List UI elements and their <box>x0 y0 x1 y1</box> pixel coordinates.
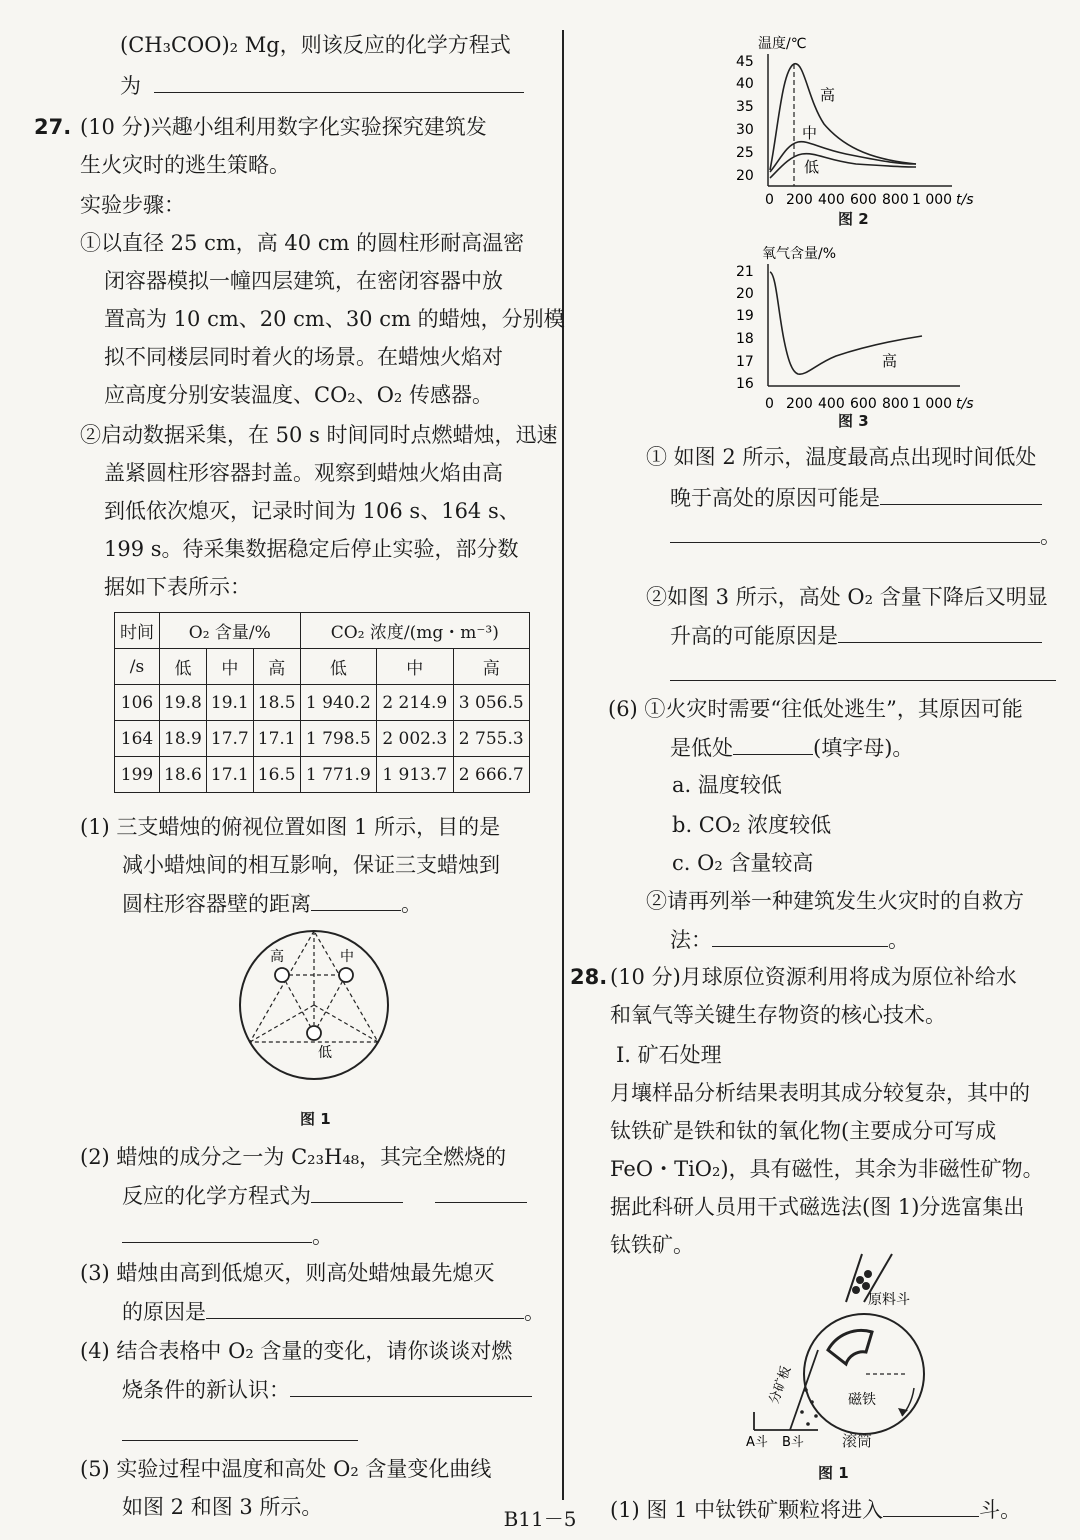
q27-p3-line1: (3) 蜡烛由高到低熄灭，则高处蜡烛最先熄灭 <box>80 1261 495 1285</box>
q27-p4-text: 烧条件的新认识： <box>122 1378 290 1402</box>
table-header-o2: O₂ 含量/% <box>160 613 301 649</box>
fig2-label-high: 高 <box>820 86 836 104</box>
table-header-unit: /s <box>115 649 160 685</box>
table-row <box>115 757 530 793</box>
temperature-chart <box>736 30 986 230</box>
fig3-label-high: 高 <box>882 352 898 370</box>
q28-para-line3: FeO・TiO₂)，具有磁性，其余为非磁性矿物。 <box>610 1157 1044 1181</box>
q28-para-line1: 月壤样品分析结果表明其成分较复杂，其中的 <box>610 1081 1030 1105</box>
table-cell: 1 913.7 <box>377 757 453 793</box>
particle-dot <box>814 1414 818 1418</box>
q27-p3-blank[interactable] <box>206 1296 524 1319</box>
table-cell: 2 755.3 <box>453 721 530 757</box>
q27-5-2-line2 <box>670 620 1042 651</box>
q27-5-1-blank-2[interactable] <box>670 520 1040 543</box>
table-header-time-text: 时间 <box>120 623 154 643</box>
q27-5-1-text: 晚于高处的原因可能是 <box>670 486 880 510</box>
q28-number: 28. <box>570 965 608 989</box>
fig3-ytick: 21 <box>736 264 754 280</box>
label-high: 高 <box>270 949 284 965</box>
q27-fig1-caption: 图 1 <box>300 1110 331 1128</box>
q27-6-end: (填字母)。 <box>813 736 914 760</box>
q27-step1-line3: 置高为 10 cm、20 cm、30 cm 的蜡烛，分别模 <box>104 307 565 331</box>
q27-p2-text: 反应的化学方程式为 <box>122 1184 311 1208</box>
table-cell: 1 771.9 <box>300 757 376 793</box>
divider-label: 分矿板 <box>766 1364 795 1407</box>
q27-p1-line3 <box>122 888 422 919</box>
q28-para-line2: 钛铁矿是铁和钛的氧化物(主要成分可写成 <box>610 1119 997 1143</box>
fig3-ytick: 19 <box>736 308 754 324</box>
fig3-ytick: 16 <box>736 376 754 392</box>
table-cell: 1 798.5 <box>300 721 376 757</box>
q28-intro-line1: (10 分)月球原位资源利用将成为原位补给水 <box>610 965 1017 989</box>
table-cell: 17.7 <box>206 721 253 757</box>
fig2-label-mid: 中 <box>802 124 818 142</box>
fig2-label-low: 低 <box>804 158 820 176</box>
table-cell: 3 056.5 <box>453 685 530 721</box>
q27-6-2-text: 法： <box>670 928 712 952</box>
table-cell: 17.1 <box>253 721 300 757</box>
table-cell: 106 <box>115 685 160 721</box>
q27-data-table <box>114 612 530 793</box>
q27-5-2-text: 升高的可能原因是 <box>670 624 838 648</box>
fig2-ytick: 40 <box>736 76 754 92</box>
fig2-xlabel: t/s <box>956 192 974 208</box>
candle-high <box>275 968 289 982</box>
q27-5-1-line2 <box>670 482 1042 513</box>
fig2-xtick: 800 <box>882 192 909 208</box>
q27-5-1-end: 。 <box>1040 524 1061 548</box>
table-cell: 18.5 <box>253 685 300 721</box>
fig2-ytick: 45 <box>736 54 754 70</box>
q27-6-line1: (6) ①火灾时需要“往低处逃生”，其原因可能 <box>608 697 1023 721</box>
magnet-label: 磁铁 <box>848 1392 876 1408</box>
a-bin-label: A斗 <box>746 1435 768 1450</box>
q27-p1-end: 。 <box>401 892 422 916</box>
column-divider <box>562 30 564 1500</box>
q28-para-line5: 钛铁矿。 <box>610 1233 694 1257</box>
fig3-xtick: 200 <box>786 396 813 412</box>
particle-dot <box>804 1388 808 1392</box>
guide-line <box>314 975 346 1033</box>
label-mid: 中 <box>340 949 354 965</box>
q27-p1-line2: 减小蜡烛间的相互影响，保证三支蜡烛到 <box>122 853 500 877</box>
q27-p4-line2 <box>122 1374 532 1405</box>
fig2-xtick: 400 <box>818 192 845 208</box>
fig2-ylabel: 温度/℃ <box>758 36 807 52</box>
q26-answer-blank[interactable] <box>154 70 524 93</box>
q27-6-blank[interactable] <box>733 732 813 755</box>
q27-p2-line2 <box>122 1180 527 1211</box>
ore-particle <box>864 1270 872 1278</box>
fig3-ytick: 20 <box>736 286 754 302</box>
q28-intro-line2: 和氧气等关键生存物资的核心技术。 <box>610 1003 946 1027</box>
fig3-caption: 图 3 <box>838 412 869 430</box>
q28-fig1-caption: 图 1 <box>818 1464 849 1482</box>
fig3-xtick: 0 <box>765 396 774 412</box>
table-cell: 18.9 <box>160 721 207 757</box>
fig2-xtick: 0 <box>765 192 774 208</box>
q27-6-option-a: a. 温度较低 <box>672 773 782 797</box>
candle-mid <box>339 968 353 982</box>
table-sub-header: 低 <box>300 649 376 685</box>
q28-section-title: Ⅰ. 矿石处理 <box>616 1043 722 1067</box>
q26-tail-line2 <box>120 70 524 101</box>
q27-step2-line5: 据如下表所示： <box>104 575 251 599</box>
table-cell: 16.5 <box>253 757 300 793</box>
q27-5-2-blank-2[interactable] <box>670 680 1056 681</box>
particle-dot <box>800 1410 804 1414</box>
table-cell: 18.6 <box>160 757 207 793</box>
table-cell: 2 666.7 <box>453 757 530 793</box>
q27-5-1-line3 <box>670 520 1061 551</box>
table-header-co2: CO₂ 浓度/(mg・m⁻³) <box>300 613 529 649</box>
table-header-time <box>115 613 160 649</box>
label-low: 低 <box>318 1045 332 1061</box>
q27-intro-line1: (10 分)兴趣小组利用数字化实验探究建筑发 <box>80 115 487 139</box>
table-sub-header: 低 <box>160 649 207 685</box>
table-cell: 19.1 <box>206 685 253 721</box>
q27-p3-end: 。 <box>524 1300 545 1324</box>
hopper-label: 原料斗 <box>868 1292 910 1308</box>
fig2-curve-low <box>770 154 916 178</box>
q27-p2-line3 <box>122 1220 333 1251</box>
fig3-ytick: 18 <box>736 331 754 347</box>
fig3-xtick: 1 000 <box>912 396 953 412</box>
q27-p4-blank-2[interactable] <box>122 1440 358 1441</box>
ore-particle <box>852 1286 860 1294</box>
q27-6-2-end: 。 <box>888 928 909 952</box>
q27-step2-line3: 到低依次熄灭，记录时间为 106 s、164 s、 <box>104 499 520 523</box>
page-number: B11－5 <box>503 1507 577 1531</box>
fig3-ytick: 17 <box>736 354 754 370</box>
q27-5-2-blank[interactable] <box>838 620 1042 643</box>
table-sub-header: 中 <box>377 649 453 685</box>
b-bin-label: B斗 <box>782 1435 804 1450</box>
fig2-xtick: 200 <box>786 192 813 208</box>
q28-p1-text: (1) 图 1 中钛铁矿颗粒将进入 <box>610 1498 884 1522</box>
q27-p1-text: 圆柱形容器壁的距离 <box>122 892 311 916</box>
table-cell: 199 <box>115 757 160 793</box>
table-cell: 164 <box>115 721 160 757</box>
q27-steps-title: 实验步骤： <box>80 193 185 217</box>
q27-6-2-line2 <box>670 924 909 955</box>
q27-intro-line2: 生火灾时的逃生策略。 <box>80 153 290 177</box>
fig3-ylabel: 氧气含量/% <box>762 246 837 262</box>
fig2-ytick: 35 <box>736 99 754 115</box>
q27-6-option-c: c. O₂ 含量较高 <box>672 851 814 875</box>
q27-p5-line1: (5) 实验过程中温度和高处 O₂ 含量变化曲线 <box>80 1457 492 1481</box>
q27-6-2-blank[interactable] <box>712 924 888 947</box>
q27-step1-line4: 拟不同楼层同时着火的场景。在蜡烛火焰对 <box>104 345 503 369</box>
q27-step2-line4: 199 s。待采集数据稳定后停止实验，部分数 <box>104 537 519 561</box>
divider-plate <box>790 1350 818 1430</box>
q27-6-line2 <box>670 732 913 763</box>
q27-p1-blank[interactable] <box>311 888 401 911</box>
table-cell: 1 940.2 <box>300 685 376 721</box>
q27-p1-line1: (1) 三支蜡烛的俯视位置如图 1 所示，目的是 <box>80 815 501 839</box>
table-sub-header: 高 <box>453 649 530 685</box>
table-row <box>115 685 530 721</box>
q27-step1-line1: ①以直径 25 cm，高 40 cm 的圆柱形耐高温密 <box>80 231 525 255</box>
candle-low <box>307 1026 321 1040</box>
table-cell: 17.1 <box>206 757 253 793</box>
table-cell: 19.8 <box>160 685 207 721</box>
q27-p2-end: 。 <box>312 1224 333 1248</box>
fig2-xtick: 600 <box>850 192 877 208</box>
q27-step1-line2: 闭容器模拟一幢四层建筑，在密闭容器中放 <box>104 269 503 293</box>
q27-6-2-line1: ②请再列举一种建筑发生火灾时的自救方 <box>646 889 1024 913</box>
guide-line <box>282 975 314 1033</box>
q27-p2-blank-3[interactable] <box>122 1220 312 1243</box>
q27-step2-line1: ②启动数据采集，在 50 s 时间同时点燃蜡烛，迅速 <box>80 423 558 447</box>
q27-p2-blank-1[interactable] <box>311 1180 403 1203</box>
q27-p2-line1: (2) 蜡烛的成分之一为 C₂₃H₄₈，其完全燃烧的 <box>80 1145 507 1169</box>
candle-top-view-figure <box>234 925 394 1115</box>
q27-p4-blank[interactable] <box>290 1374 532 1397</box>
q27-5-1-blank[interactable] <box>880 482 1042 505</box>
magnet-arc <box>828 1330 872 1364</box>
q27-p3-line2 <box>122 1296 545 1327</box>
guide-line <box>314 1005 378 1042</box>
q26-tail-label: 为 <box>120 74 141 98</box>
table-row <box>115 721 530 757</box>
q28-para-line4: 据此科研人员用干式磁选法(图 1)分选富集出 <box>610 1195 1025 1219</box>
q26-tail-line1: (CH₃COO)₂ Mg，则该反应的化学方程式 <box>120 33 511 57</box>
table-cell: 2 002.3 <box>377 721 453 757</box>
fig2-xtick: 1 000 <box>912 192 953 208</box>
q27-5-2-line1: ②如图 3 所示，高处 O₂ 含量下降后又明显 <box>646 585 1048 609</box>
drum-label: 滚筒 <box>842 1432 873 1450</box>
q27-5-1-line1: ① 如图 2 所示，温度最高点出现时间低处 <box>646 445 1037 469</box>
fig2-caption: 图 2 <box>838 210 869 228</box>
q27-p5-line2: 如图 2 和图 3 所示。 <box>122 1495 323 1519</box>
table-cell: 2 214.9 <box>377 685 453 721</box>
q27-p4-line1: (4) 结合表格中 O₂ 含量的变化，请你谈谈对燃 <box>80 1339 513 1363</box>
q27-6-text: 是低处 <box>670 736 733 760</box>
fig2-ytick: 30 <box>736 122 754 138</box>
q27-p3-text: 的原因是 <box>122 1300 206 1324</box>
fig3-xtick: 800 <box>882 396 909 412</box>
q27-step2-line2: 盖紧圆柱形容器封盖。观察到蜡烛火焰由高 <box>104 461 503 485</box>
fig3-xtick: 400 <box>818 396 845 412</box>
q27-step1-line5: 应高度分别安装温度、CO₂、O₂ 传感器。 <box>104 383 494 407</box>
q27-p2-blank-2[interactable] <box>435 1180 527 1203</box>
particle-dot <box>806 1422 810 1426</box>
fig3-curve-high <box>770 272 922 374</box>
q28-p1-end: 斗。 <box>979 1498 1022 1522</box>
ore-particle <box>856 1276 864 1284</box>
fig3-xtick: 600 <box>850 396 877 412</box>
guide-line <box>250 1005 314 1042</box>
fig2-ytick: 20 <box>736 168 754 184</box>
table-sub-header: 中 <box>206 649 253 685</box>
q27-6-option-b: b. CO₂ 浓度较低 <box>672 813 832 837</box>
q27-number: 27. <box>34 115 72 139</box>
particle-dot <box>810 1400 814 1404</box>
fig2-ytick: 25 <box>736 145 754 161</box>
fig3-xlabel: t/s <box>956 396 974 412</box>
fig2-curve-mid <box>770 142 916 172</box>
table-sub-header: 高 <box>253 649 300 685</box>
ore-particle <box>862 1282 870 1290</box>
